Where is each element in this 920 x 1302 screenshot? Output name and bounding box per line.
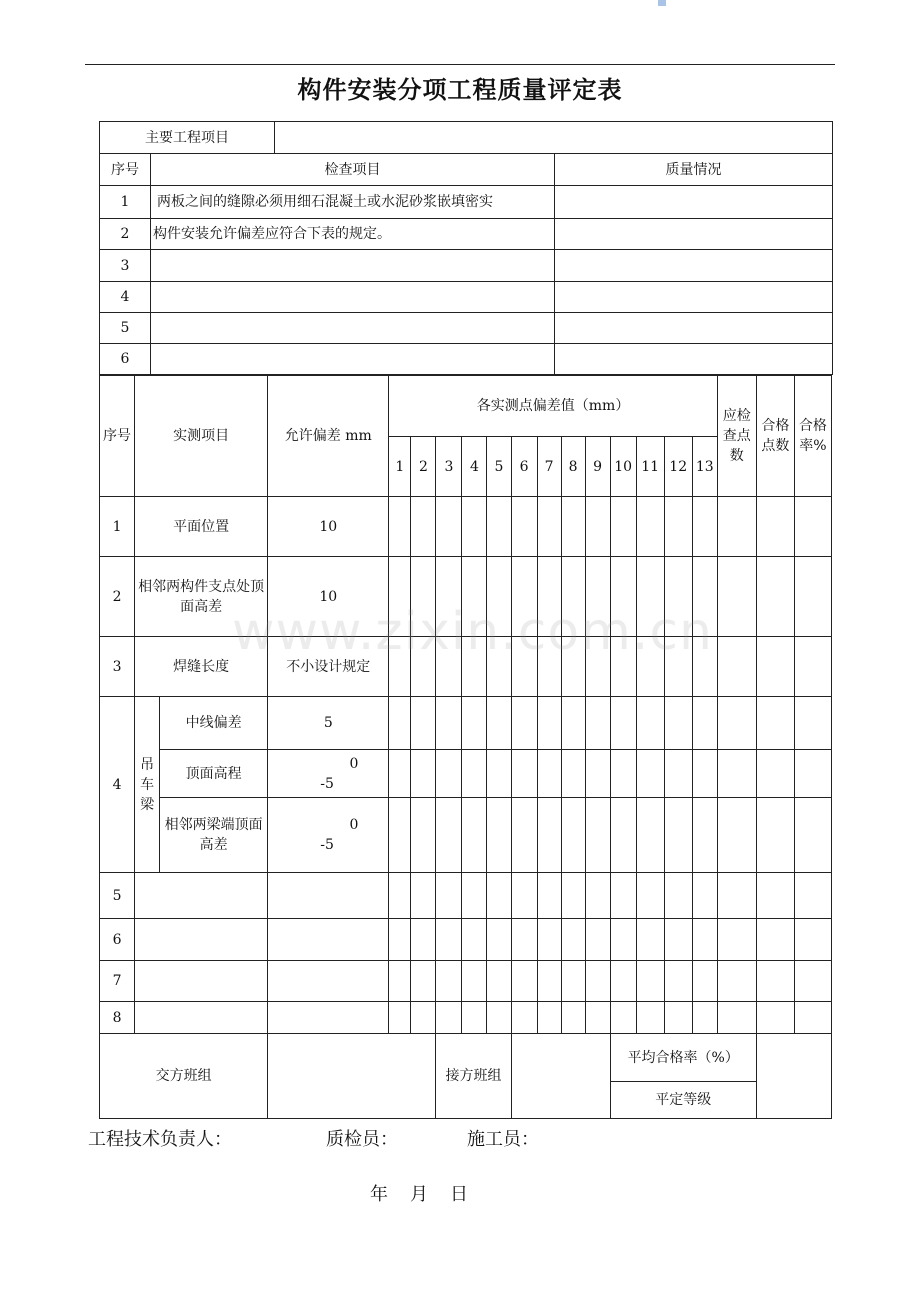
row-quality: [555, 282, 833, 313]
avg-pass-rate-value: [756, 1034, 831, 1119]
measurement-table: [99, 375, 832, 1119]
point-number: 8: [561, 437, 585, 497]
table-row: [100, 919, 832, 961]
table-row: [100, 219, 833, 250]
m-row-allow: 不小设计规定: [268, 637, 389, 697]
allow-line1: 0: [349, 817, 359, 833]
row-quality: [555, 186, 833, 219]
m-row-item: 焊缝长度: [135, 637, 268, 697]
m-row-allow: 10: [268, 557, 389, 637]
table-row: [100, 186, 833, 219]
table-row: [100, 497, 832, 557]
table-row: [100, 697, 832, 750]
point-number: 4: [462, 437, 487, 497]
point-number: 11: [636, 437, 664, 497]
col-quality-header: 质量情况: [555, 154, 833, 186]
m-row-seq: 6: [100, 919, 135, 961]
point-number: 7: [537, 437, 561, 497]
table-row: [100, 750, 832, 798]
m-row-seq: 5: [100, 873, 135, 919]
allow-line2: -5: [320, 775, 334, 792]
table-row: [100, 873, 832, 919]
table-row: [100, 557, 832, 637]
point-number: 6: [511, 437, 537, 497]
m-row-seq: 8: [100, 1002, 135, 1034]
table-row: [100, 282, 833, 313]
top-marker: [658, 0, 666, 6]
take-over-team-value: [511, 1034, 610, 1119]
m-subrow-allow: [268, 798, 389, 873]
m-subrow-item: 顶面高程: [160, 750, 268, 798]
date-line: [370, 1180, 490, 1206]
crane-beam-group-label: 吊车梁: [135, 697, 160, 873]
row-check-item: [151, 282, 555, 313]
take-over-team-label: 接方班组: [436, 1034, 511, 1119]
col-seq-header: 序号: [100, 154, 151, 186]
m-subrow-allow: [268, 697, 389, 750]
handover-row: [100, 1034, 832, 1082]
row-quality: [555, 344, 833, 375]
table-row: [100, 1002, 832, 1034]
m-row-seq: 1: [100, 497, 135, 557]
header-rule: [85, 64, 835, 65]
year-label: 年: [370, 1184, 388, 1205]
row-check-item: [151, 313, 555, 344]
row-seq: 1: [100, 186, 151, 219]
page-title: 构件安装分项工程质量评定表: [297, 76, 623, 104]
table-row: [100, 961, 832, 1002]
points-group-header: 各实测点偏差值（mm）: [389, 376, 717, 437]
m-row-seq: 4: [100, 697, 135, 873]
m-col-seq-header: 序号: [100, 376, 135, 497]
col-check-header: 检查项目: [151, 154, 555, 186]
point-number: 12: [664, 437, 692, 497]
signature-line: [88, 1125, 539, 1151]
allow-line1: 5: [323, 715, 333, 731]
table-row: [100, 344, 833, 375]
row-check-item: [151, 344, 555, 375]
pass-rate-header: 合格率%: [794, 376, 831, 497]
pass-points-header: 合格点数: [756, 376, 794, 497]
row-seq: 2: [100, 219, 151, 250]
should-check-header: 应检查点数: [717, 376, 756, 497]
main-items-header-value: [275, 122, 833, 154]
watermark: www.zixin.com.cn: [232, 602, 713, 662]
point-number: 9: [585, 437, 610, 497]
point-number: 5: [487, 437, 511, 497]
grade-label: 平定等级: [610, 1082, 756, 1119]
m-row-item: 相邻两构件支点处顶面高差: [135, 557, 268, 637]
m-subrow-item: 相邻两梁端顶面高差: [160, 798, 268, 873]
m-col-item-header: 实测项目: [135, 376, 268, 497]
avg-pass-rate-label: 平均合格率（%）: [610, 1034, 756, 1082]
table-row: [100, 637, 832, 697]
row-check-item: 两板之间的缝隙必须用细石混凝土或水泥砂浆嵌填密实: [151, 186, 555, 219]
point-number: 13: [692, 437, 717, 497]
row-quality: [555, 313, 833, 344]
table-row: [100, 798, 832, 873]
row-seq: 4: [100, 282, 151, 313]
m-subrow-allow: [268, 750, 389, 798]
m-row-seq: 7: [100, 961, 135, 1002]
row-quality: [555, 250, 833, 282]
hand-over-team-value: [268, 1034, 436, 1119]
m-row-seq: 2: [100, 557, 135, 637]
m-row-allow: 10: [268, 497, 389, 557]
hand-over-team-label: 交方班组: [100, 1034, 268, 1119]
point-number: 10: [610, 437, 636, 497]
day-label: 日: [450, 1184, 468, 1205]
allow-line1: 0: [349, 755, 359, 772]
tech-lead-label: 工程技术负责人：: [88, 1129, 232, 1150]
table-row: [100, 250, 833, 282]
m-subrow-item: 中线偏差: [160, 697, 268, 750]
table-row: [100, 313, 833, 344]
point-number: 1: [389, 437, 411, 497]
allow-line2: -5: [320, 837, 334, 853]
point-number: 3: [436, 437, 462, 497]
worker-label: 施工员：: [467, 1129, 539, 1150]
month-label: 月: [410, 1184, 428, 1205]
inspector-label: 质检员：: [326, 1129, 398, 1150]
point-number: 2: [411, 437, 436, 497]
row-check-item: 构件安装允许偏差应符合下表的规定。: [151, 219, 555, 250]
main-items-table: [99, 121, 833, 375]
row-quality: [555, 219, 833, 250]
row-seq: 6: [100, 344, 151, 375]
m-row-item: 平面位置: [135, 497, 268, 557]
main-items-header-label: 主要工程项目: [100, 122, 275, 154]
row-seq: 3: [100, 250, 151, 282]
m-row-seq: 3: [100, 637, 135, 697]
row-seq: 5: [100, 313, 151, 344]
row-check-item: [151, 250, 555, 282]
m-col-allow-header: 允许偏差 mm: [268, 376, 389, 497]
